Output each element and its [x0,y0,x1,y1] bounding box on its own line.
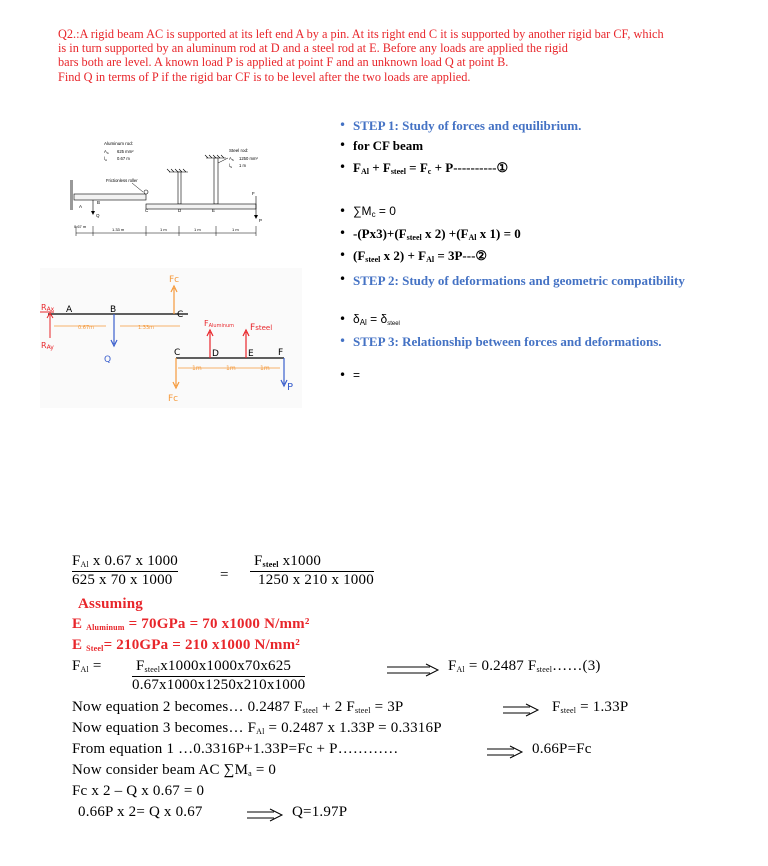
al-rod-length-sym: $l_A$ [104,156,107,162]
fbd-f-steel: Fsteel [250,323,273,333]
beam-schematic-figure [66,136,276,244]
step3-heading: STEP 3: Relationship between forces and deformations. [353,334,662,349]
point-c-label: C [145,208,149,213]
final-equation: 0.66P x 2= Q x 0.67 [78,804,203,820]
load-p-label: P [259,218,263,223]
fraction-right [250,553,374,589]
beam-cf [146,204,256,209]
dim-label-5: 1 m [232,227,239,232]
fbd-span-1: 1m [192,365,202,372]
eq1-substitution: From equation 1 …0.3316P+1.33P=Fc + P………… [72,741,399,757]
fbd-point-a: A [66,305,73,315]
eq3-substitution: Now equation 3 becomes… $F_{Al} = 0.2487$ x 1.33P = 0.3316P [72,720,442,736]
dim-label-4: 1 m [194,227,201,232]
fc-equation: Fc x 2 – Q x 0.67 = 0 [72,783,205,799]
fbd-span-2: 1m [226,365,236,372]
dim-label-1: 0.67 m [74,224,87,229]
point-b-label: B [97,200,101,205]
point-e-label: E [212,208,216,213]
al-rod-area-sym: $A_A$ [104,149,109,155]
al-rod-area: 625 mm² [117,149,134,154]
fbd-span-3: 1m [260,365,270,372]
fraction-right-num: $F_{steel}$ x1000 [250,553,374,572]
eq2-result: $F_{steel} = 1.33P$ [552,699,629,715]
cf-beam-label: for CF beam [353,138,424,153]
fbd-fc-bottom: Fc [168,394,179,404]
final-result: Q=1.97P [292,804,348,820]
beam-ac-moment: Now consider beam AC $\sum M_a = 0$ [72,762,277,778]
fraction-left-num: $F_{Al}$ x 0.67 x 1000 [72,553,178,572]
step2-heading: STEP 2: Study of deformations and geometric compatibility [353,273,685,288]
point-a-label: A [79,204,83,209]
load-q-label: Q [96,213,100,218]
steel-rod-area: 1250 mm² [239,156,258,161]
fraction-left-den: 625 x 70 x 1000 [72,572,173,588]
fbd-point-d: D [212,349,219,359]
fal-result: $F_{Al} = 0.2487$ $F_{steel}\dots\dots(3)$ [448,658,601,674]
blank-equation: = [353,368,361,382]
fal-lhs: $F_{Al}$ = [72,658,102,674]
eq2-substitution: Now equation 2 becomes… 0.2487 $F_{steel} + 2$ $F_{steel} = 3P$ [72,699,404,715]
fraction-right-den: 1250 x 210 x 1000 [258,572,374,588]
point-d-label: D [178,208,182,213]
question-line-2: is in turn supported by an aluminum rod at D and a steel rod at E. Before any loads are applied the rigid [58,41,568,56]
implies-arrow-icon [246,808,284,822]
free-body-diagram [40,268,302,408]
steel-rod-length: 1 m [239,163,246,168]
fbd-point-c1: C [177,310,184,320]
question-line-1: Q2.:A rigid beam AC is supported at its left end A by a pin. At its right end C it is supported by another rigid bar CF, which [58,27,664,41]
fbd-dim-1: 0.67m [78,325,95,331]
fbd-load-p: P [287,382,294,393]
fraction-equals: = [220,567,229,583]
question-line-3: bars both are level. A known load P is applied at point F and an unknown load Q at point B. [58,55,509,70]
beam-ac [74,194,146,200]
al-rod-length: 0.67 m [117,156,130,161]
fraction-left [72,553,178,589]
e-aluminum: E $_{Aluminum}$ = 70GPa = 70 x1000 N/mm² [72,616,310,632]
fbd-point-b: B [110,305,117,315]
implies-arrow-icon [486,745,524,759]
assuming-label: Assuming [78,596,143,612]
fal-num: $F_{steel}x1000x1000x70x625$ [132,658,305,677]
fal-den: 0.67x1000x1250x210x1000 [132,677,306,693]
wall-support [70,180,73,210]
fbd-point-f: F [278,348,284,358]
eq1-result: 0.66P=Fc [532,741,592,757]
point-f-label: F [252,191,255,196]
roller-label: Frictionless roller [106,178,138,183]
fbd-fc-top: Fc [169,275,180,285]
rax-label: RAx [41,303,55,313]
fbd-load-q: Q [104,355,112,365]
question-text [58,27,713,84]
aluminum-rod [178,172,181,204]
steel-rod [214,158,218,204]
implies-arrow-icon [386,663,440,677]
dim-label-3: 1 m [160,227,167,232]
e-steel: E $_{Steel}$= 210GPa = 210 x1000 N/mm² [72,637,300,653]
steel-rod-length-sym: $l_S$ [229,163,232,169]
fbd-dim-2: 1.33m [138,325,155,331]
fbd-f-aluminum: FAluminum [204,319,235,329]
derivation-block [72,553,712,823]
fbd-point-c2: C [174,348,181,358]
step1-heading: STEP 1: Study of forces and equilibrium. [353,118,582,133]
ray-label: RAy [41,341,54,351]
question-line-4: Find Q in terms of P if the rigid bar CF is to be level after the two loads are applied. [58,69,471,84]
steel-rod-title: Steel rod: [229,148,249,153]
fbd-point-e: E [248,349,254,359]
implies-arrow-icon [502,703,540,717]
fal-fraction [132,658,305,694]
al-rod-title: Aluminum rod: [104,141,134,146]
dim-label-2: 1.33 m [112,227,125,232]
steel-rod-area-sym: $A_S$ [229,156,234,162]
